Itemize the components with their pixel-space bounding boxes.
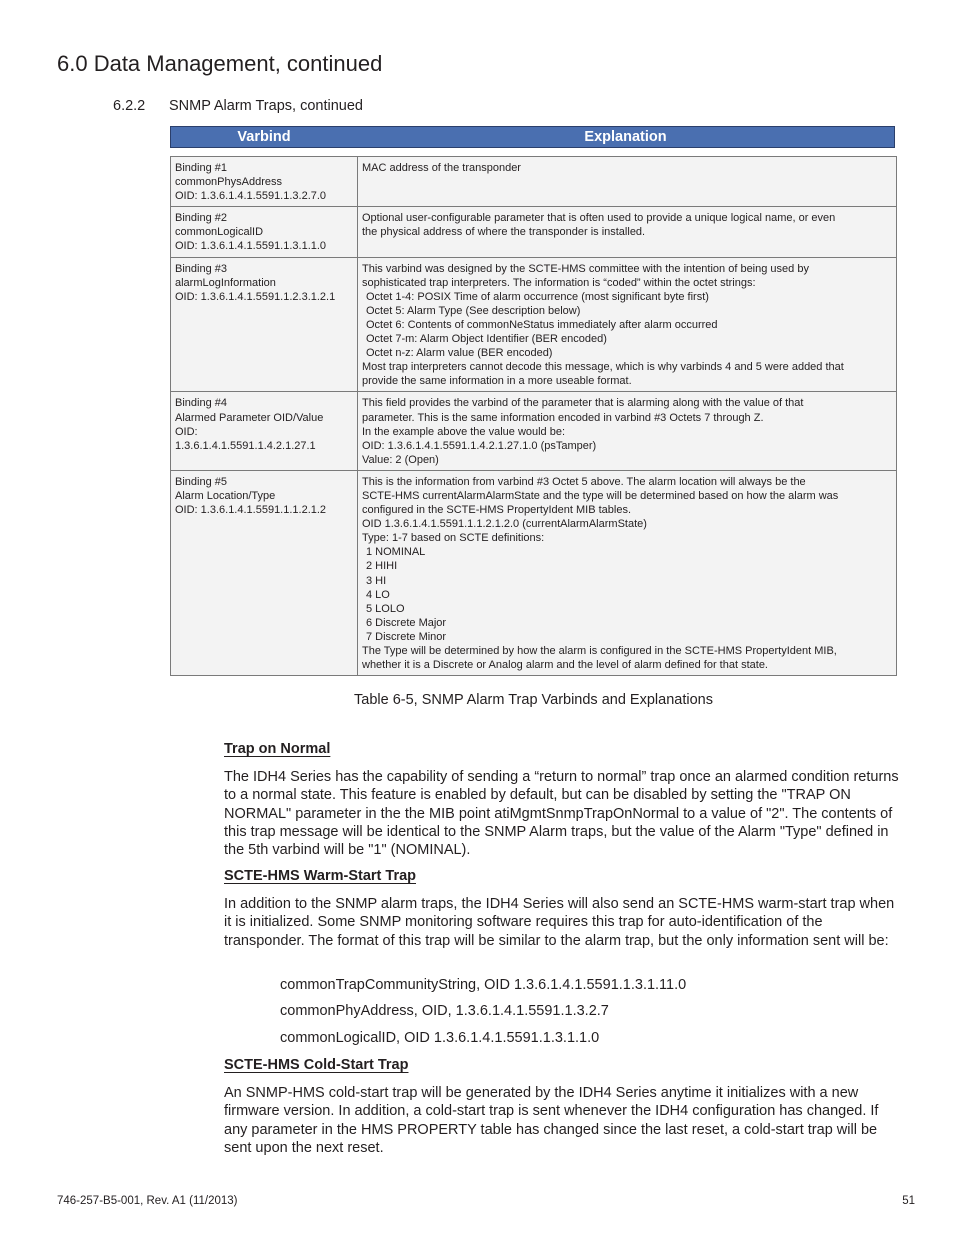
varbind-cell	[171, 257, 358, 392]
table-row	[171, 157, 897, 207]
warm-start-paragraph: In addition to the SNMP alarm traps, the IDH4 Series will also send an SCTE-HMS warm-start trap when it is initialized. Some SNMP monitoring software requires this trap for auto-identification of the transponder. The format of this trap will be similar to the alarm trap, but the only information sent will be:	[224, 896, 895, 949]
explanation-line: Octet n-z: Alarm value (BER encoded)	[366, 347, 553, 360]
explanation-line: parameter. This is the same information encoded in varbind #3 Octets 7 through Z.	[362, 411, 764, 424]
explanation-line: Octet 1-4: POSIX Time of alarm occurrence (most significant byte first)	[366, 290, 709, 303]
varbind-line: 1.3.6.1.4.1.5591.1.4.2.1.27.1	[175, 439, 316, 452]
explanation-line: the physical address of where the transponder is installed.	[362, 226, 646, 239]
table-row	[171, 470, 897, 675]
varbind-line: OID: 1.3.6.1.4.1.5591.1.1.2.1.2	[175, 504, 327, 517]
varbind-line: OID: 1.3.6.1.4.1.5591.1.3.2.7.0	[175, 190, 327, 203]
column-header-explanation: Explanation	[584, 129, 667, 145]
explanation-cell	[358, 257, 897, 392]
varbind-table	[170, 156, 897, 676]
explanation-cell	[358, 470, 897, 675]
explanation-cell	[358, 207, 897, 257]
explanation-line: This varbind was designed by the SCTE-HMS committee with the intention of being used by	[362, 262, 809, 275]
explanation-line: configured in the SCTE-HMS PropertyIdent MIB tables.	[362, 504, 632, 517]
subsection-heading	[113, 98, 363, 114]
explanation-line: This is the information from varbind #3 Octet 5 above. The alarm location will always be the	[362, 475, 806, 488]
explanation-line: OID: 1.3.6.1.4.1.5591.1.4.2.1.27.1.0 (psTamper)	[362, 439, 597, 452]
varbind-line: OID: 1.3.6.1.4.1.5591.1.3.1.1.0	[175, 240, 327, 253]
explanation-line: SCTE-HMS currentAlarmAlarmState and the type will be determined based on how the alarm was	[362, 489, 839, 502]
explanation-line: MAC address of the transponder	[362, 162, 521, 174]
table-row	[171, 392, 897, 470]
explanation-line: OID 1.3.6.1.4.1.5591.1.1.2.1.2.0 (currentAlarmAlarmState)	[362, 518, 647, 531]
table-caption: Table 6-5, SNMP Alarm Trap Varbinds and Explanations	[354, 692, 713, 708]
explanation-line: sophisticated trap interpreters. The information is “coded” within the octet strings:	[362, 276, 756, 289]
warm-start-heading: SCTE-HMS Warm-Start Trap	[224, 868, 417, 884]
explanation-line: Most trap interpreters cannot decode this message, which is why varbinds 4 and 5 were added that	[362, 361, 844, 374]
explanation-line: 6 Discrete Major	[366, 616, 447, 629]
varbind-line: Binding #4	[175, 397, 227, 410]
explanation-line: In the example above the value would be:	[362, 425, 566, 438]
varbind-line: commonPhysAddress	[175, 176, 282, 189]
varbind-cell	[171, 207, 358, 257]
subsection-number: 6.2.2	[113, 98, 146, 114]
varbind-cell	[171, 392, 358, 470]
varbind-line: Binding #3	[175, 262, 227, 275]
trap-on-normal-paragraph: The IDH4 Series has the capability of sending a “return to normal” trap once an alarmed condition returns to a normal state. This feature is enabled by default, but can be disabled by setting the "TRAP ON NORMAL" parameter in the the MIB point atiMgmtSnmpTrapOnNormal to a value of "2". The contents of this trap message will be identical to the SNMP Alarm traps, but the value of the Alarm "Type" defined in the 5th varbind will be "1" (NOMINAL).	[224, 769, 899, 859]
varbind-line: Alarm Location/Type	[175, 489, 276, 502]
explanation-line: The Type will be determined by how the alarm is configured in the SCTE-HMS PropertyIdent MIB,	[362, 645, 837, 657]
footer-document-number: 746-257-B5-001, Rev. A1 (11/2013)	[57, 1195, 238, 1207]
explanation-line: whether it is a Discrete or Analog alarm and the level of alarm defined for that state.	[362, 659, 768, 672]
column-header-varbind: Varbind	[237, 129, 291, 145]
explanation-line: provide the same information in a more useable format.	[362, 375, 632, 388]
explanation-line: 2 HIHI	[366, 560, 398, 573]
warm-start-item: commonLogicalID, OID 1.3.6.1.4.1.5591.1.3.1.1.0	[280, 1030, 600, 1046]
subsection-title: SNMP Alarm Traps, continued	[169, 98, 363, 114]
varbind-line: OID: 1.3.6.1.4.1.5591.1.2.3.1.2.1	[175, 290, 336, 303]
varbind-line: OID:	[175, 425, 198, 438]
varbind-cell	[171, 470, 358, 675]
varbind-line: Binding #1	[175, 162, 227, 174]
section-title: 6.0 Data Management, continued	[57, 51, 383, 76]
explanation-line: 7 Discrete Minor	[366, 630, 447, 643]
varbind-line: Binding #5	[175, 475, 227, 488]
explanation-cell	[358, 157, 897, 207]
explanation-line: Octet 7-m: Alarm Object Identifier (BER encoded)	[366, 333, 607, 346]
varbind-line: alarmLogInformation	[175, 276, 276, 289]
explanation-line: 3 HI	[366, 574, 387, 587]
explanation-line: Octet 5: Alarm Type (See description below)	[366, 304, 581, 317]
footer-page-number: 51	[902, 1195, 915, 1207]
explanation-line: This field provides the varbind of the parameter that is alarming along with the value of that	[362, 397, 804, 410]
explanation-line: Octet 6: Contents of commonNeStatus immediately after alarm occurred	[366, 318, 718, 331]
cold-start-heading: SCTE-HMS Cold-Start Trap	[224, 1057, 409, 1073]
varbind-line: Alarmed Parameter OID/Value	[175, 411, 324, 424]
explanation-line: Type: 1-7 based on SCTE definitions:	[362, 532, 545, 545]
explanation-line: 1 NOMINAL	[366, 546, 426, 559]
warm-start-item: commonTrapCommunityString, OID 1.3.6.1.4.1.5591.1.3.1.11.0	[280, 977, 687, 993]
cold-start-paragraph: An SNMP-HMS cold-start trap will be generated by the IDH4 Series anytime it initializes with a new firmware version. In addition, a cold-start trap is sent whenever the IDH4 configuration has changed. If any parameter in the HMS PROPERTY table has changed since the last reset, a cold-start trap will be sent upon the next reset.	[224, 1085, 879, 1156]
explanation-line: Optional user-configurable parameter that is often used to provide a unique logical name, or even	[362, 212, 836, 225]
table-row	[171, 257, 897, 392]
explanation-line: 5 LOLO	[366, 602, 405, 615]
trap-on-normal-heading: Trap on Normal	[224, 741, 331, 757]
varbind-line: commonLogicalID	[175, 226, 264, 239]
explanation-cell	[358, 392, 897, 470]
varbind-cell	[171, 157, 358, 207]
table-row	[171, 207, 897, 257]
explanation-line: 4 LO	[366, 588, 390, 601]
table-header	[170, 126, 895, 148]
varbind-line: Binding #2	[175, 212, 227, 225]
explanation-line: Value: 2 (Open)	[362, 453, 439, 466]
warm-start-item: commonPhyAddress, OID, 1.3.6.1.4.1.5591.1.3.2.7	[280, 1003, 609, 1019]
